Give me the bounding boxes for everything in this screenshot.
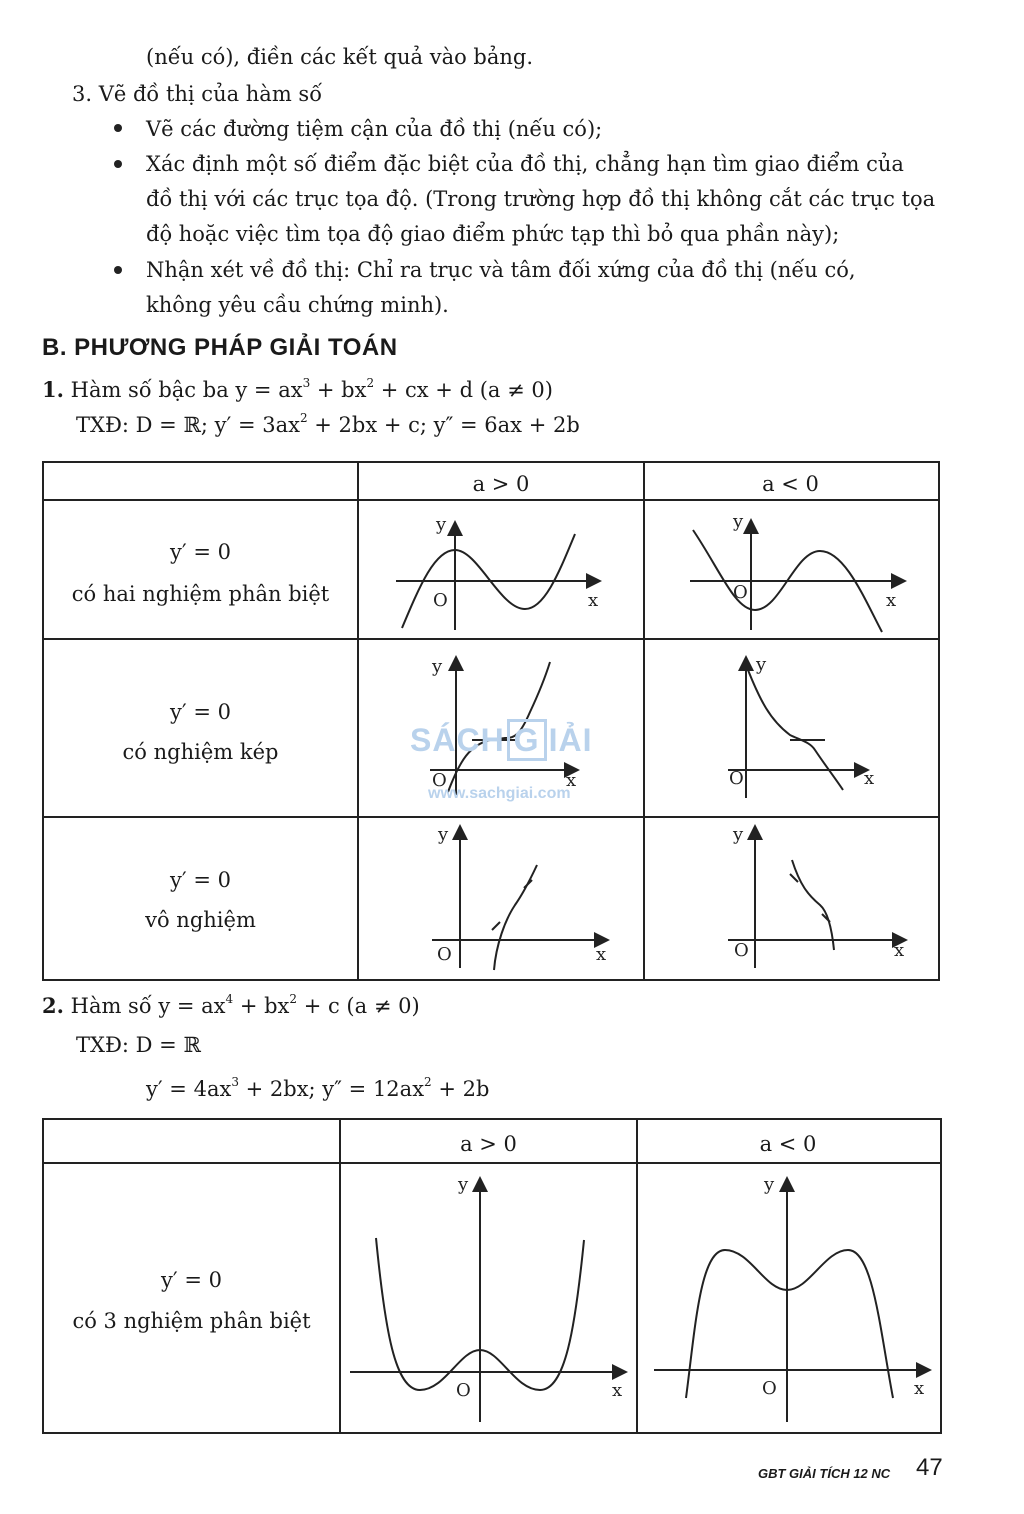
- y-axis-label: y: [436, 514, 447, 535]
- section-heading: B. PHƯƠNG PHÁP GIẢI TOÁN: [42, 334, 398, 361]
- part1-title-text: + bx: [310, 378, 367, 402]
- y-axis-label: y: [764, 1174, 775, 1195]
- quartic-row-description: có 3 nghiệm phân biệt: [72, 1309, 311, 1333]
- exp: 4: [225, 992, 234, 1006]
- origin-label: O: [729, 768, 744, 789]
- bullet-special-points-l1: Xác định một số điểm đặc biệt của đồ thị, chẳng hạn tìm giao điểm của: [146, 152, 904, 176]
- origin-label: O: [433, 590, 448, 611]
- part2-title-text: Hàm số y = ax: [70, 994, 226, 1018]
- x-axis-label: x: [864, 768, 875, 789]
- row2-description: có nghiệm kép: [122, 740, 279, 764]
- part2-title-text: + c (a ≠ 0): [297, 994, 420, 1018]
- bullet-special-points-l3: độ hoặc việc tìm tọa độ giao điểm phức tạp thì bỏ qua phần này);: [146, 222, 840, 246]
- x-axis-label: x: [566, 770, 577, 791]
- graph-quartic-a-negative: [654, 1178, 930, 1422]
- exp: 2: [299, 411, 308, 425]
- origin-label: O: [734, 940, 749, 961]
- bullet-special-points-l2: đồ thị với các trục tọa độ. (Trong trường hợp đồ thị không cắt các trục tọa: [146, 187, 936, 211]
- row1-description: có hai nghiệm phân biệt: [71, 582, 330, 606]
- origin-label: O: [456, 1380, 471, 1401]
- page-number: 47: [916, 1454, 943, 1481]
- origin-label: O: [432, 770, 447, 791]
- part2-number: 2.: [42, 993, 64, 1018]
- exp: 2: [366, 376, 375, 390]
- quartic-row-condition: y′ = 0: [161, 1268, 222, 1292]
- header-a-positive: a > 0: [460, 1132, 517, 1156]
- x-axis-label: x: [894, 940, 905, 961]
- exp: 2: [289, 992, 298, 1006]
- y-axis-label: y: [733, 511, 744, 532]
- part2-title-text: + bx: [233, 994, 290, 1018]
- x-axis-label: x: [596, 944, 607, 965]
- bullet-symmetry-l1: Nhận xét về đồ thị: Chỉ ra trục và tâm đối xứng của đồ thị (nếu có,: [146, 258, 856, 282]
- watermark-title: SÁCH: [410, 722, 505, 758]
- step-3-title: 3. Vẽ đồ thị của hàm số: [72, 82, 323, 106]
- x-axis-label: x: [886, 590, 897, 611]
- part2-deriv-text: + 2bx; y″ = 12ax: [238, 1077, 425, 1101]
- intro-line: (nếu có), điền các kết quả vào bảng.: [146, 45, 534, 69]
- part1-title-text: Hàm số bậc ba y = ax: [70, 378, 303, 402]
- part1-domain-text: TXĐ: D = ℝ; y′ = 3ax: [76, 413, 300, 437]
- book-title-footer: GBT GIẢI TÍCH 12 NC: [758, 1466, 891, 1481]
- y-axis-label: y: [756, 654, 767, 675]
- part2-deriv-text: + 2b: [431, 1077, 490, 1101]
- part1-domain-text: + 2bx + c; y″ = 6ax + 2b: [307, 413, 580, 437]
- graph-quartic-a-positive: [350, 1178, 626, 1422]
- part2-deriv-text: y′ = 4ax: [146, 1077, 232, 1101]
- exp: 2: [424, 1075, 432, 1089]
- origin-label: O: [762, 1378, 777, 1399]
- part1-title-text: + cx + d (a ≠ 0): [374, 378, 553, 402]
- watermark-title: IẢI: [548, 722, 593, 758]
- exp: 3: [302, 376, 311, 390]
- row3-description: vô nghiệm: [145, 908, 256, 932]
- x-axis-label: x: [612, 1380, 623, 1401]
- origin-label: O: [437, 944, 452, 965]
- origin-label: O: [733, 582, 748, 603]
- part1-number: 1.: [42, 377, 64, 402]
- watermark-logo: G: [507, 719, 547, 761]
- bullet-symmetry-l2: không yêu cầu chứng minh).: [146, 293, 449, 317]
- row2-condition: y′ = 0: [170, 700, 231, 724]
- part2-domain: TXĐ: D = ℝ: [76, 1033, 201, 1057]
- x-axis-label: x: [588, 590, 599, 611]
- y-axis-label: y: [432, 656, 443, 677]
- x-axis-label: x: [914, 1378, 925, 1399]
- header-a-negative: a < 0: [759, 1132, 817, 1156]
- y-axis-label: y: [438, 824, 449, 845]
- watermark-url: www.sachgiai.com: [428, 785, 571, 802]
- header-a-negative: a < 0: [762, 472, 819, 496]
- row3-condition: y′ = 0: [170, 868, 231, 892]
- exp: 3: [231, 1075, 239, 1089]
- bullet-asymptotes: Vẽ các đường tiệm cận của đồ thị (nếu có);: [146, 117, 603, 141]
- y-axis-label: y: [733, 824, 744, 845]
- header-a-positive: a > 0: [472, 472, 530, 496]
- row1-condition: y′ = 0: [170, 540, 231, 564]
- y-axis-label: y: [458, 1174, 469, 1195]
